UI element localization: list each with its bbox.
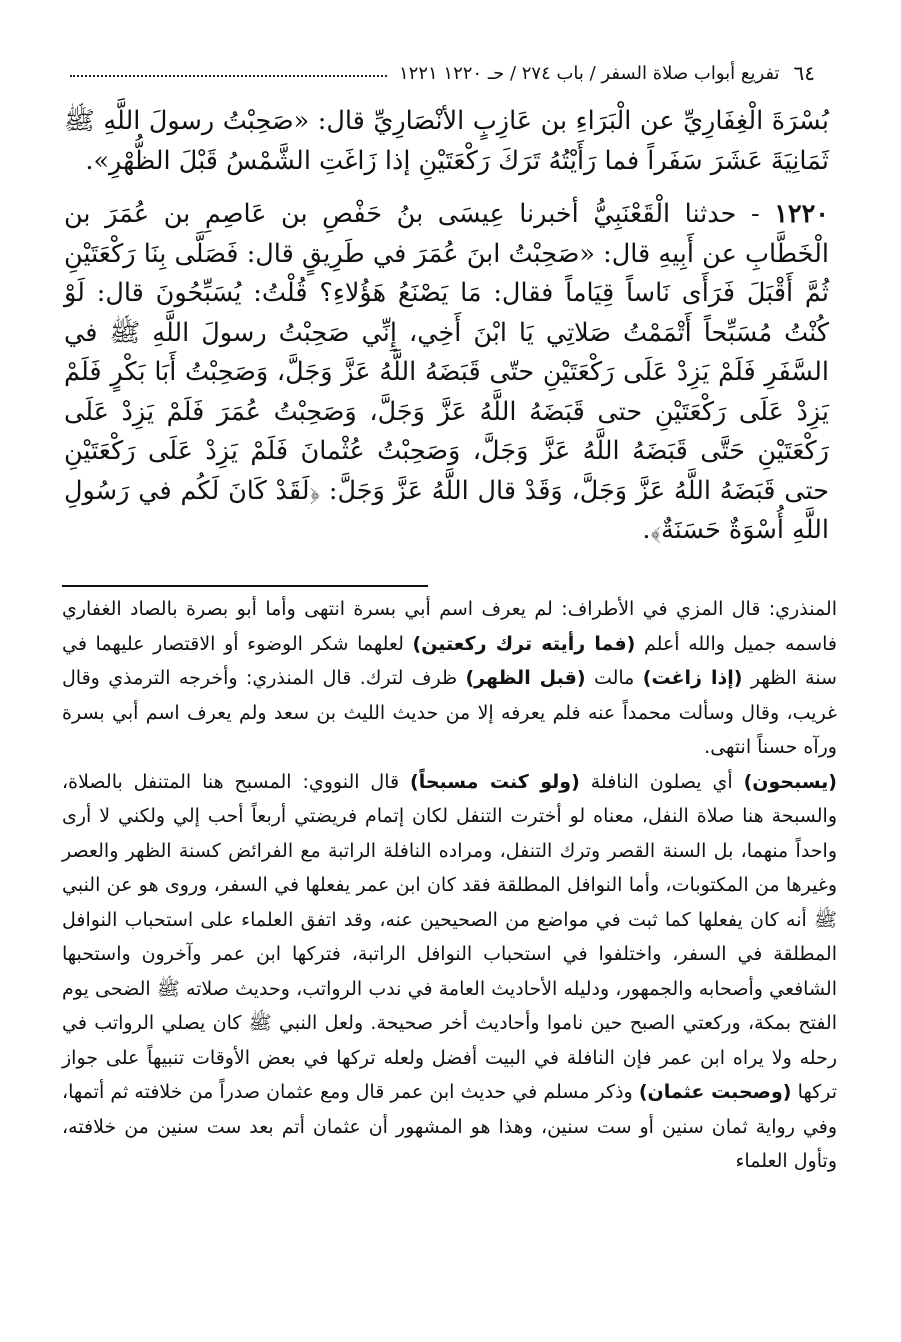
running-title: تفريع أبواب صلاة السفر / باب ٢٧٤ / حـ ١٢٢٠ ١٢٢١ (399, 62, 780, 84)
hadith-number: ١٢٢٠ (774, 199, 830, 229)
commentary-lemma: (فما رأيته ترك ركعتين) (412, 632, 636, 655)
commentary-lemma: (ولو كنت مسبحاً) (410, 770, 580, 793)
commentary-text: قال النووي: المسبح هنا المتنفل بالصلاة، والسبحة هنا صلاة النفل، معناه لو أخترت التنفل لكان إتمام فريضتي أربعاً أحب إلي ولكني لا أرى واحداً منهما، بل السنة القصر وترك التنفل، ومراده النافلة الراتبة مع الفرائض كسنة الظهر والعصر وغيرها من المكتوبات، وأما النوافل المطلقة فقد كان ابن عمر يفعلها في السفر، وروى هو عن النبي ﷺ أنه كان يفعلها كما ثبت في مواضع من الصحيحين عنه، وقد اتفق العلماء على استحباب النوافل المطلقة في السفر، واختلفوا في استحباب النوافل الراتبة، فتركها ابن عمر وآخرون واستحبها الشافعي وأصحابه والجمهور، ودليله الأحاديث العامة في ندب الرواتب، وحديث صلاته ﷺ الضحى يوم الفتح بمكة، وركعتي الصبح حين ناموا وأحاديث أخر صحيحة. ولعل النبي ﷺ كان يصلي الرواتب في رحله ولا يراه ابن عمر فإن النافلة في البيت أفضل ولعله تركها في بعض الأوقات تنبيهاً على جواز تركها (62, 770, 838, 1103)
commentary-lemma: (يسبحون) (743, 770, 837, 793)
commentary-lemma: (وصحبت عثمان) (638, 1081, 792, 1103)
page-number: ٦٤ (793, 61, 815, 85)
commentary-text: المنذري: قال المزي في الأطراف: لم يعرف اسم أبي بسرة انتهى وأما أبو بصرة بالصاد الغفاري فاسمه جميل والله أعلم (62, 598, 837, 655)
header-dot-leader (70, 75, 387, 77)
commentary-text: ظرف لترك. قال المنذري: وأخرجه الترمذي وقال غريب، وقال وسألت محمداً عنه فلم يعرفه إلا من حديث الليث بن سعد ولم يعرف اسم أبي بسرة ورآه حسناً انتهى. (62, 667, 837, 758)
commentary-paragraph-2 (62, 765, 837, 1179)
commentary-lemma: (إذا زاغت) (642, 667, 743, 689)
running-header (58, 56, 815, 90)
commentary (62, 592, 837, 1179)
commentary-text: لعلهما شكر الوضوء أو الاقتصار عليهما في سنة الظهر (62, 632, 837, 689)
hadith-paragraph (64, 195, 829, 551)
commentary-text: مالت (593, 667, 635, 689)
footnote-divider (62, 585, 428, 587)
commentary-text: أي يصلون النافلة (590, 770, 733, 793)
commentary-lemma: (قبل الظهر) (465, 667, 586, 689)
main-text (64, 102, 829, 551)
commentary-text: وذكر مسلم في حديث ابن عمر قال ومع عثمان صدراً من خلافته ثم أتمها، وفي رواية ثمان سنين أو ست سنين، وهذا هو المشهور أن عثمان أتم بعد ست سنين من خلافته، وتأول العلماء (62, 1081, 837, 1172)
main-paragraph-continued: بُسْرَةَ الْغِفَارِيِّ عن الْبَرَاءِ بن عَازِبٍ الأنْصَارِيِّ قال: «صَحِبْتُ رسولَ اللَّهِ ﷺ ثَمَانِيَةَ عَشَرَ سَفَراً فما رَأَيْتُهُ تَرَكَ رَكْعَتَيْنِ إذا زَاغَتِ الشَّمْسُ قَبْلَ الظُّهْرِ». (64, 106, 829, 176)
commentary-paragraph-1 (62, 592, 837, 765)
hadith-text: - حدثنا الْقَعْنَبِيُّ أخبرنا عِيسَى بنُ حَفْصِ بن عَاصِمِ بن عُمَرَ بن الْخَطَّابِ عن أَبِيهِ قال: «صَحِبْتُ ابنَ عُمَرَ في طَرِيقٍ قال: فَصَلَّى بِنَا رَكْعَتَيْنِ ثُمَّ أَقْبَلَ فَرَأَى نَاساً قِيَاماً فقال: مَا يَصْنَعُ هَؤُلاءِ؟ قُلْتُ: يُسَبِّحُونَ قال: لَوْ كُنْتُ مُسَبِّحاً أَتْمَمْتُ صَلاتِي يَا ابْنَ أَخِي، إِنِّي صَحِبْتُ رسولَ اللَّهِ ﷺ في السَّفَرِ فَلَمْ يَزِدْ عَلَى رَكْعَتَيْنِ حتّى قَبَضَهُ اللَّهُ عَزَّ وَجَلَّ، وَصَحِبْتُ أَبَا بَكْرٍ فَلَمْ يَزِدْ عَلَى رَكْعَتَيْنِ حتى قَبَضَهُ اللَّهُ عَزَّ وَجَلَّ، وَصَحِبْتُ عُمَرَ فَلَمْ يَزِدْ عَلَى رَكْعَتَيْنِ حَتَّى قَبَضَهُ اللَّهُ عَزَّ وَجَلَّ، وَصَحِبْتُ عُثْمانَ فَلَمْ يَزِدْ عَلَى رَكْعَتَيْنِ حتى قَبَضَهُ اللَّهُ عَزَّ وَجَلَّ، وَقَدْ قال اللَّهُ عَزَّ وَجَلَّ: ﴿لَقَدْ كَانَ لَكُم في رَسُولِ اللَّهِ أُسْوَةٌ حَسَنَةٌ﴾. (64, 199, 829, 545)
